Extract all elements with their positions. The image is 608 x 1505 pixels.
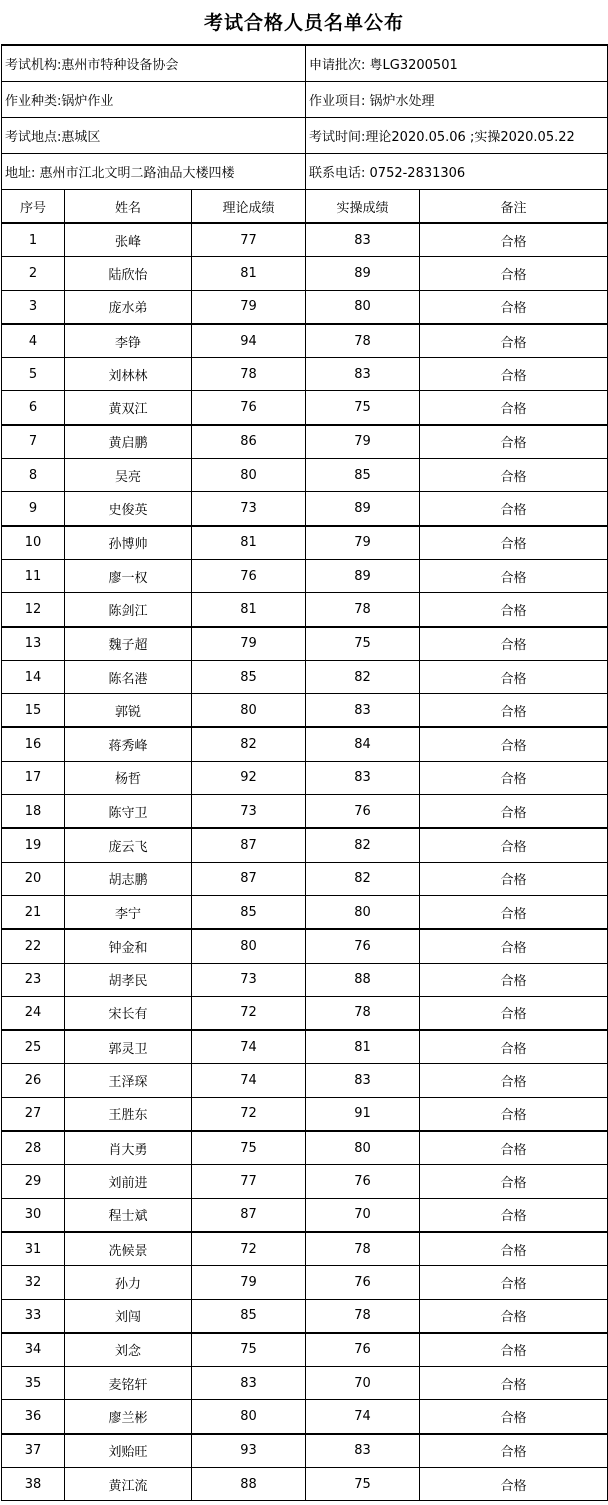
cell-index: 7: [2, 425, 65, 459]
cell-practice-score: 80: [306, 290, 420, 324]
table-row: [2, 1097, 608, 1131]
cell-practice-score: 83: [306, 1064, 420, 1097]
cell-remark: 合格: [420, 290, 608, 324]
cell-index: 2: [2, 257, 65, 290]
cell-name: 孙博帅: [65, 526, 192, 560]
table-row: [2, 559, 608, 592]
table-row: [2, 492, 608, 526]
cell-index: 24: [2, 996, 65, 1030]
col-header-remark: 备注: [420, 190, 608, 224]
cell-name: 程士斌: [65, 1198, 192, 1232]
cell-theory-score: 79: [192, 627, 306, 661]
cell-practice-score: 79: [306, 526, 420, 560]
cell-practice-score: 83: [306, 761, 420, 794]
cell-remark: 合格: [420, 425, 608, 459]
cell-index: 3: [2, 290, 65, 324]
cell-theory-score: 72: [192, 1232, 306, 1266]
table-row: [2, 526, 608, 560]
cell-theory-score: 88: [192, 1467, 306, 1500]
cell-name: 廖一权: [65, 559, 192, 592]
cell-remark: 合格: [420, 526, 608, 560]
cell-practice-score: 78: [306, 1232, 420, 1266]
cell-index: 35: [2, 1367, 65, 1400]
cell-theory-score: 79: [192, 290, 306, 324]
table-row: [2, 963, 608, 996]
table-row: [2, 223, 608, 257]
exam-location: 考试地点:惠城区: [2, 118, 306, 154]
cell-index: 38: [2, 1467, 65, 1500]
table-row: [2, 1367, 608, 1400]
cell-index: 27: [2, 1097, 65, 1131]
cell-name: 郭灵卫: [65, 1030, 192, 1064]
cell-practice-score: 83: [306, 1434, 420, 1468]
cell-index: 36: [2, 1400, 65, 1434]
cell-index: 26: [2, 1064, 65, 1097]
cell-name: 刘闯: [65, 1299, 192, 1333]
cell-name: 冼候景: [65, 1232, 192, 1266]
cell-remark: 合格: [420, 862, 608, 895]
cell-index: 13: [2, 627, 65, 661]
cell-theory-score: 76: [192, 391, 306, 425]
cell-name: 刘念: [65, 1333, 192, 1367]
page-title: 考试合格人员名单公布: [203, 12, 404, 34]
cell-remark: 合格: [420, 1266, 608, 1299]
cell-index: 16: [2, 727, 65, 761]
table-row: [2, 459, 608, 492]
cell-practice-score: 78: [306, 324, 420, 358]
cell-index: 4: [2, 324, 65, 358]
cell-name: 陈剑江: [65, 593, 192, 627]
cell-name: 王泽琛: [65, 1064, 192, 1097]
cell-theory-score: 92: [192, 761, 306, 794]
cell-remark: 合格: [420, 1165, 608, 1198]
cell-name: 杨哲: [65, 761, 192, 794]
cell-name: 孙力: [65, 1266, 192, 1299]
cell-name: 胡志鹏: [65, 862, 192, 895]
cell-theory-score: 73: [192, 795, 306, 829]
cell-index: 34: [2, 1333, 65, 1367]
cell-theory-score: 73: [192, 963, 306, 996]
cell-name: 刘林林: [65, 358, 192, 391]
cell-name: 魏子超: [65, 627, 192, 661]
table-row: [2, 761, 608, 794]
table-row: [2, 1333, 608, 1367]
table-row: [2, 358, 608, 391]
cell-practice-score: 83: [306, 223, 420, 257]
cell-practice-score: 75: [306, 1467, 420, 1500]
cell-theory-score: 85: [192, 1299, 306, 1333]
table-row: [2, 627, 608, 661]
cell-remark: 合格: [420, 1400, 608, 1434]
cell-remark: 合格: [420, 963, 608, 996]
cell-name: 胡孝民: [65, 963, 192, 996]
cell-practice-score: 80: [306, 1131, 420, 1165]
cell-practice-score: 78: [306, 996, 420, 1030]
cell-theory-score: 79: [192, 1266, 306, 1299]
cell-theory-score: 80: [192, 1400, 306, 1434]
cell-name: 郭锐: [65, 694, 192, 728]
info-row-exam: [2, 118, 608, 154]
cell-remark: 合格: [420, 324, 608, 358]
cell-theory-score: 74: [192, 1030, 306, 1064]
cell-remark: 合格: [420, 660, 608, 693]
cell-name: 蒋秀峰: [65, 727, 192, 761]
info-row-work: [2, 82, 608, 118]
table-row: [2, 1299, 608, 1333]
table-row: [2, 694, 608, 728]
cell-remark: 合格: [420, 358, 608, 391]
cell-practice-score: 89: [306, 257, 420, 290]
cell-name: 麦铭轩: [65, 1367, 192, 1400]
col-header-theory: 理论成绩: [192, 190, 306, 224]
cell-remark: 合格: [420, 559, 608, 592]
cell-theory-score: 80: [192, 459, 306, 492]
cell-name: 李宁: [65, 895, 192, 929]
work-item: 作业项目: 锅炉水处理: [306, 82, 608, 118]
cell-index: 22: [2, 929, 65, 963]
cell-remark: 合格: [420, 1097, 608, 1131]
cell-remark: 合格: [420, 1467, 608, 1500]
cell-remark: 合格: [420, 895, 608, 929]
cell-index: 10: [2, 526, 65, 560]
cell-practice-score: 83: [306, 358, 420, 391]
table-header: [2, 190, 608, 224]
cell-remark: 合格: [420, 257, 608, 290]
cell-practice-score: 81: [306, 1030, 420, 1064]
cell-remark: 合格: [420, 1198, 608, 1232]
cell-theory-score: 86: [192, 425, 306, 459]
table-row: [2, 324, 608, 358]
cell-theory-score: 87: [192, 862, 306, 895]
cell-theory-score: 85: [192, 660, 306, 693]
cell-remark: 合格: [420, 828, 608, 862]
cell-name: 张峰: [65, 223, 192, 257]
cell-practice-score: 76: [306, 929, 420, 963]
cell-practice-score: 75: [306, 391, 420, 425]
cell-name: 史俊英: [65, 492, 192, 526]
cell-practice-score: 89: [306, 492, 420, 526]
cell-remark: 合格: [420, 694, 608, 728]
cell-remark: 合格: [420, 1434, 608, 1468]
cell-index: 11: [2, 559, 65, 592]
cell-index: 5: [2, 358, 65, 391]
cell-practice-score: 85: [306, 459, 420, 492]
cell-name: 吴亮: [65, 459, 192, 492]
table-row: [2, 828, 608, 862]
cell-index: 30: [2, 1198, 65, 1232]
table-row: [2, 862, 608, 895]
cell-practice-score: 82: [306, 660, 420, 693]
cell-name: 庞云飞: [65, 828, 192, 862]
cell-name: 陆欣怡: [65, 257, 192, 290]
cell-theory-score: 87: [192, 828, 306, 862]
table-row: [2, 391, 608, 425]
cell-index: 25: [2, 1030, 65, 1064]
cell-index: 19: [2, 828, 65, 862]
cell-practice-score: 74: [306, 1400, 420, 1434]
cell-remark: 合格: [420, 1030, 608, 1064]
cell-practice-score: 70: [306, 1367, 420, 1400]
cell-remark: 合格: [420, 1299, 608, 1333]
cell-theory-score: 82: [192, 727, 306, 761]
cell-theory-score: 81: [192, 526, 306, 560]
cell-theory-score: 85: [192, 895, 306, 929]
cell-remark: 合格: [420, 1131, 608, 1165]
table-row: [2, 996, 608, 1030]
cell-remark: 合格: [420, 1232, 608, 1266]
cell-remark: 合格: [420, 1333, 608, 1367]
cell-remark: 合格: [420, 795, 608, 829]
cell-theory-score: 80: [192, 929, 306, 963]
cell-name: 黄双江: [65, 391, 192, 425]
cell-index: 15: [2, 694, 65, 728]
table-row: [2, 257, 608, 290]
table-row: [2, 929, 608, 963]
cell-index: 18: [2, 795, 65, 829]
cell-practice-score: 89: [306, 559, 420, 592]
cell-name: 陈守卫: [65, 795, 192, 829]
table-row: [2, 1064, 608, 1097]
cell-theory-score: 83: [192, 1367, 306, 1400]
cell-theory-score: 73: [192, 492, 306, 526]
cell-index: 33: [2, 1299, 65, 1333]
table-row: [2, 1467, 608, 1500]
table-row: [2, 593, 608, 627]
cell-remark: 合格: [420, 1064, 608, 1097]
col-header-name: 姓名: [65, 190, 192, 224]
cell-index: 12: [2, 593, 65, 627]
cell-remark: 合格: [420, 996, 608, 1030]
cell-index: 28: [2, 1131, 65, 1165]
table-row: [2, 290, 608, 324]
cell-remark: 合格: [420, 593, 608, 627]
cell-index: 20: [2, 862, 65, 895]
table-row: [2, 795, 608, 829]
table-row: [2, 727, 608, 761]
cell-index: 8: [2, 459, 65, 492]
cell-practice-score: 76: [306, 1266, 420, 1299]
cell-name: 黄江流: [65, 1467, 192, 1500]
cell-name: 肖大勇: [65, 1131, 192, 1165]
cell-name: 黄启鹏: [65, 425, 192, 459]
table-row: [2, 1198, 608, 1232]
table-row: [2, 425, 608, 459]
cell-index: 23: [2, 963, 65, 996]
cell-practice-score: 76: [306, 1333, 420, 1367]
table-row: [2, 1131, 608, 1165]
address: 地址: 惠州市江北文明二路油品大楼四楼: [2, 154, 306, 190]
cell-practice-score: 88: [306, 963, 420, 996]
cell-theory-score: 80: [192, 694, 306, 728]
cell-remark: 合格: [420, 929, 608, 963]
cell-remark: 合格: [420, 459, 608, 492]
cell-theory-score: 72: [192, 996, 306, 1030]
cell-theory-score: 87: [192, 1198, 306, 1232]
cell-remark: 合格: [420, 761, 608, 794]
cell-practice-score: 82: [306, 828, 420, 862]
cell-name: 陈名港: [65, 660, 192, 693]
cell-theory-score: 81: [192, 257, 306, 290]
cell-index: 21: [2, 895, 65, 929]
cell-remark: 合格: [420, 727, 608, 761]
cell-practice-score: 78: [306, 1299, 420, 1333]
info-row-org: [2, 45, 608, 82]
cell-remark: 合格: [420, 391, 608, 425]
cell-theory-score: 94: [192, 324, 306, 358]
cell-index: 32: [2, 1266, 65, 1299]
cell-practice-score: 78: [306, 593, 420, 627]
cell-index: 31: [2, 1232, 65, 1266]
cell-name: 钟金和: [65, 929, 192, 963]
cell-theory-score: 75: [192, 1333, 306, 1367]
cell-practice-score: 70: [306, 1198, 420, 1232]
roster-table: [1, 44, 608, 1501]
cell-practice-score: 91: [306, 1097, 420, 1131]
cell-index: 1: [2, 223, 65, 257]
contact-phone: 联系电话: 0752-2831306: [306, 154, 608, 190]
table-row: [2, 1030, 608, 1064]
info-row-contact: [2, 154, 608, 190]
cell-theory-score: 78: [192, 358, 306, 391]
cell-index: 14: [2, 660, 65, 693]
table-row: [2, 1266, 608, 1299]
cell-remark: 合格: [420, 1367, 608, 1400]
cell-remark: 合格: [420, 223, 608, 257]
cell-name: 宋长有: [65, 996, 192, 1030]
cell-index: 9: [2, 492, 65, 526]
cell-practice-score: 76: [306, 1165, 420, 1198]
cell-name: 庞水弟: [65, 290, 192, 324]
cell-remark: 合格: [420, 492, 608, 526]
col-header-practice: 实操成绩: [306, 190, 420, 224]
cell-practice-score: 84: [306, 727, 420, 761]
exam-time: 考试时间:理论2020.05.06 ;实操2020.05.22: [306, 118, 608, 154]
cell-practice-score: 76: [306, 795, 420, 829]
cell-theory-score: 76: [192, 559, 306, 592]
cell-theory-score: 74: [192, 1064, 306, 1097]
cell-theory-score: 72: [192, 1097, 306, 1131]
cell-practice-score: 83: [306, 694, 420, 728]
cell-name: 刘贻旺: [65, 1434, 192, 1468]
cell-index: 37: [2, 1434, 65, 1468]
cell-index: 29: [2, 1165, 65, 1198]
table-row: [2, 1434, 608, 1468]
table-row: [2, 1165, 608, 1198]
cell-index: 6: [2, 391, 65, 425]
table-row: [2, 1232, 608, 1266]
apply-batch: 申请批次: 粤LG3200501: [306, 45, 608, 82]
cell-theory-score: 75: [192, 1131, 306, 1165]
cell-remark: 合格: [420, 627, 608, 661]
table-row: [2, 660, 608, 693]
cell-practice-score: 80: [306, 895, 420, 929]
col-header-index: 序号: [2, 190, 65, 224]
cell-name: 王胜东: [65, 1097, 192, 1131]
cell-theory-score: 81: [192, 593, 306, 627]
cell-name: 李铮: [65, 324, 192, 358]
cell-practice-score: 75: [306, 627, 420, 661]
cell-name: 刘前进: [65, 1165, 192, 1198]
cell-theory-score: 77: [192, 1165, 306, 1198]
exam-org: 考试机构:惠州市特种设备协会: [2, 45, 306, 82]
cell-name: 廖兰彬: [65, 1400, 192, 1434]
work-type: 作业种类:锅炉作业: [2, 82, 306, 118]
cell-practice-score: 79: [306, 425, 420, 459]
cell-theory-score: 77: [192, 223, 306, 257]
table-row: [2, 895, 608, 929]
table-row: [2, 1400, 608, 1434]
cell-practice-score: 82: [306, 862, 420, 895]
cell-index: 17: [2, 761, 65, 794]
cell-theory-score: 93: [192, 1434, 306, 1468]
